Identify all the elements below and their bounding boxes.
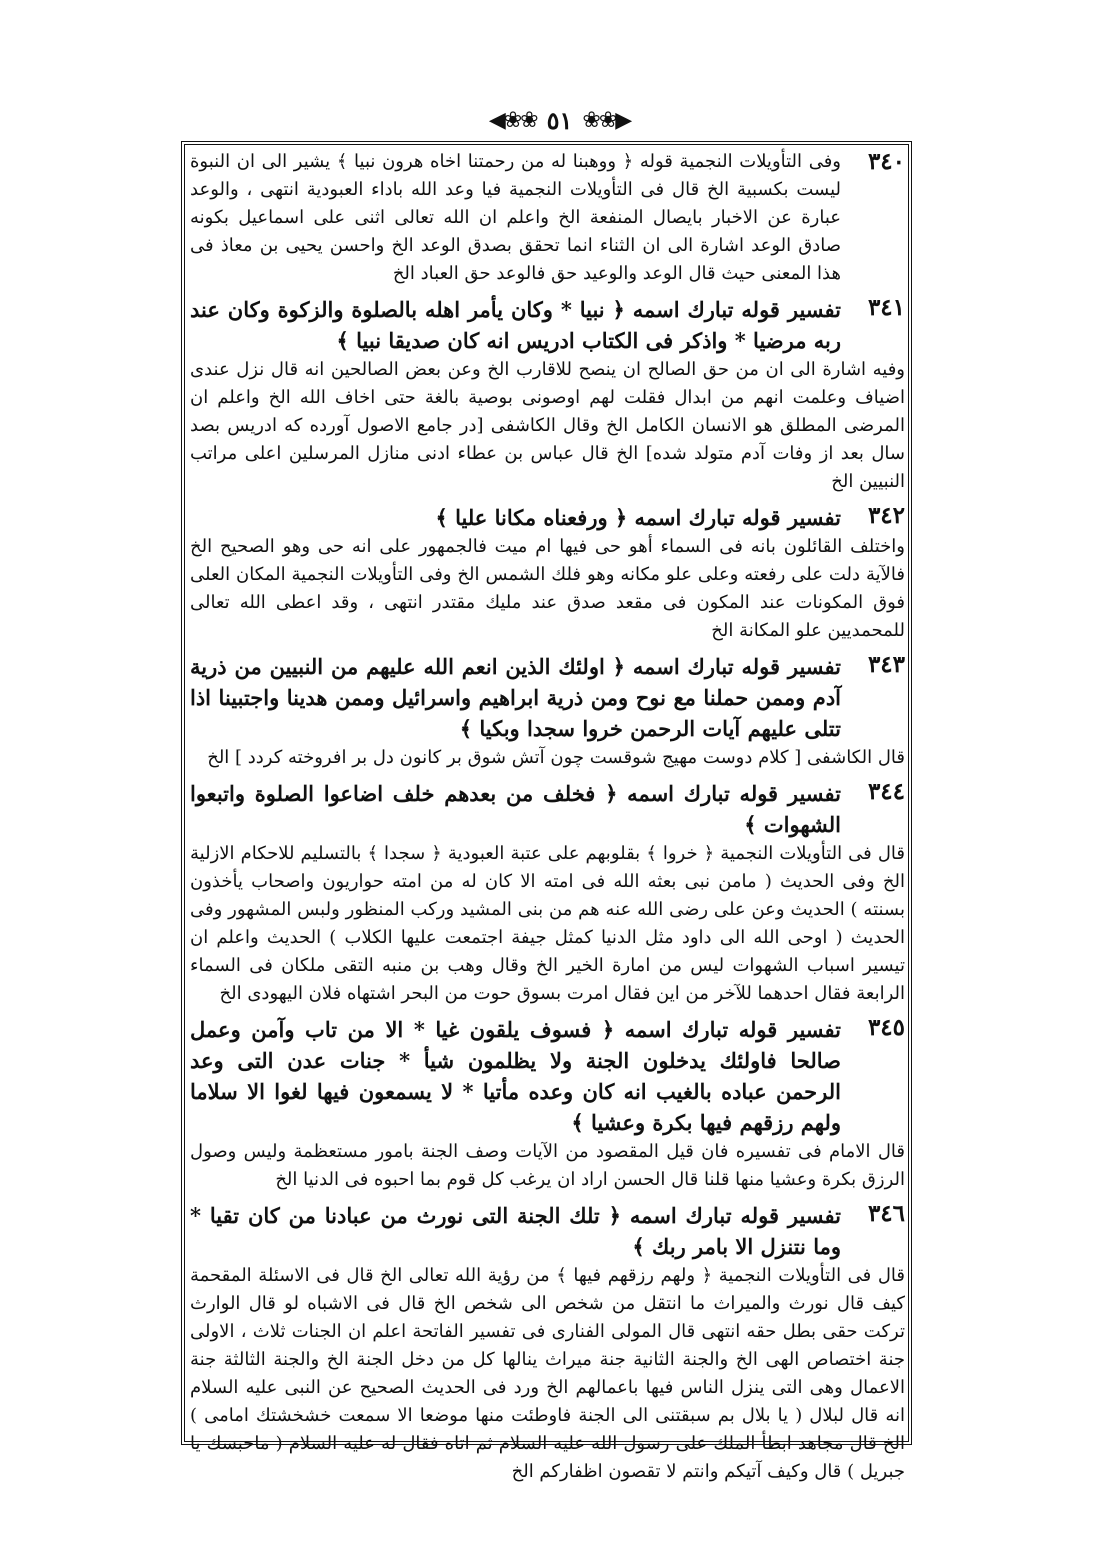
entry-body: واختلف القائلون بانه فی السماء أهو حی فیها ام میت فالجمهور علی انه حی وهو الصحیح الخ فالآیة دلت علی رفعته وعلی علو مکانه وهو فلك الشمس الخ وفی التأویلات النجمیة المکان العلی فوق المکونات عند المکون فی مقعد صدق عند ملیك مقتدر انتهی ، وقد اعطی الله تعالی للمحمدیین علو المکانة الخ: [190, 536, 905, 641]
ornament-right-icon: ❀❀▶: [582, 107, 631, 133]
entry: [190, 651, 905, 772]
entry-number: ٣٤٤: [867, 778, 905, 805]
entries-list: [190, 148, 905, 1482]
entry-body: وفی التأویلات النجمیة قوله ﴿ ووهبنا له من رحمتنا اخاه هرون نبیا ﴾ یشیر الی ان النبوة لیست بکسبیة الخ قال فی التأویلات النجمیة فیا وعد الله باداء العبودیة انتهی ، والوعد عبارة عن الاخبار بایصال المنفعة الخ واعلم ان الله تعالی اثنی علی اسماعیل بکونه صادق الوعد اشارة الی ان الثناء انما تحقق بصدق الوعد الخ واحسن یحیی بن معاذ فی هذا المعنی حیث قال الوعد والوعید حق فالوعد حق العباد الخ: [190, 151, 841, 284]
entry-body: وفیه اشارة الی ان من حق الصالح ان ینصح للاقارب الخ وعن بعض الصالحین انه قال نزل عندی اضیاف وعلمت انهم من ابدال فقلت لهم اوصونی بوصیة بالغة حتی اخاف الله الخ واعلم ان المرضی المطلق هو الانسان الکامل الخ وقال الکاشفی [در جامع الاصول آورده که ادریس بصد سال بعد از وفات آدم متولد شده] الخ قال عباس بن عطاء ادنی منازل المرسلین اعلی مراتب النبیین الخ: [190, 359, 905, 492]
entry-number: ٣٤٢: [867, 502, 905, 529]
entry-body: قال الامام فی تفسیره فان قیل المقصود من الآیات وصف الجنة بامور مستعظمة ولیس وصول الرزق بکرة وعشیا منها قلنا قال الحسن اراد ان یرغب کل قوم بما احبوه فی الدنیا الخ: [190, 1141, 905, 1190]
entry-heading: تفسیر قوله تبارك اسمه ﴿ فخلف من بعدهم خلف اضاعوا الصلوة واتبعوا الشهوات ﴾: [190, 781, 841, 837]
page-header: [0, 100, 1119, 140]
entry-number: ٣٤٠: [867, 148, 905, 175]
entry-number: ٣٤١: [867, 294, 905, 321]
entry-heading: تفسیر قوله تبارك اسمه ﴿ تلك الجنة التی نورث من عبادنا من کان تقیا * وما نتنزل الا بامر ربك ﴾: [190, 1203, 841, 1259]
ornament-left-icon: ◀❀❀: [488, 107, 537, 133]
entry: [190, 1200, 905, 1486]
entry: [190, 294, 905, 496]
entry-number: ٣٤٣: [867, 651, 905, 678]
entry-body: قال الکاشفی [ کلام دوست مهیج شوقست چون آتش شوق بر کانون دل بر افروخته کردد ] الخ: [207, 747, 905, 768]
page-number: ٥١: [546, 105, 573, 135]
entry: [190, 778, 905, 1008]
entry: [190, 148, 905, 288]
entry-heading: تفسیر قوله تبارك اسمه ﴿ ورفعناه مکانا علیا ﴾: [435, 505, 841, 530]
entry-body: قال فی التأویلات النجمیة ﴿ خروا ﴾ بقلوبهم علی عتبة العبودیة ﴿ سجدا ﴾ بالتسلیم للاحکام الازلیة الخ وفی الحدیث ( مامن نبی بعثه الله فی امته الا کان له من امته حواریون واصحاب یأخذون بسنته ) الحدیث وعن علی رضی الله عنه هم من بنی المشید ورکب المنظور ولبس المشهور وفی الحدیث ( اوحی الله الی داود مثل الدنیا کمثل جیفة اجتمعت علیها الکلاب ) الحدیث واعلم ان تیسیر اسباب الشهوات لیس من امارة الخیر الخ وقال وهب بن منبه التقی ملکان فی السماء الرابعة فقال احدهما للآخر من این فقال امرت بسوق حوت من البحر اشتهاه فلان الیهودی الخ: [190, 843, 905, 1004]
entry-heading: تفسیر قوله تبارك اسمه ﴿ فسوف یلقون غیا * الا من تاب وآمن وعمل صالحا فاولئك یدخلون الجنة ولا یظلمون شیأ * جنات عدن التی وعد الرحمن عباده بالغیب انه کان وعده مأتیا * لا یسمعون فیها لغوا الا سلاما ولهم رزقهم فیها بکرة وعشیا ﴾: [190, 1017, 841, 1135]
entry-body: قال فی التأویلات النجمیة ﴿ ولهم رزقهم فیها ﴾ من رؤیة الله تعالی الخ قال فی الاسئلة المقحمة کیف قال نورث والمیراث ما انتقل من شخص الی شخص الخ قال فی الاشباه لو قال الوارث ترکت حقی بطل حقه انتهی قال المولی الفناری فی تفسیر الفاتحة اعلم ان الجنات ثلاث ، الاولی جنة اختصاص الهی الخ والجنة الثانیة جنة میراث ینالها کل من دخل الجنة الخ والجنة الثالثة جنة الاعمال وهی التی ینزل الناس فیها باعمالهم الخ ورد فی الحدیث الصحیح عن النبی علیه السلام انه قال لبلال ( یا بلال بم سبقتنی الی الجنة فاوطئت منها موضعا الا سمعت خشخشتك امامی ) الخ قال مجاهد ابطأ الملك علی رسول الله علیه السلام ثم اتاه فقال له علیه السلام ( ماحبسك یا جبریل ) قال وکیف آتیکم وانتم لا تقصون اظفارکم الخ: [190, 1265, 905, 1482]
entry-number: ٣٤٦: [867, 1200, 905, 1227]
entry-number: ٣٤٥: [867, 1014, 905, 1041]
entry: [190, 1014, 905, 1194]
entry-heading: تفسیر قوله تبارك اسمه ﴿ اولئك الذین انعم الله علیهم من النبیین من ذریة آدم وممن حملنا مع نوح ومن ذریة ابراهیم واسرائیل وممن هدینا واجتبینا اذا تتلی علیهم آیات الرحمن خروا سجدا وبکیا ﴾: [190, 654, 841, 741]
entry-heading: تفسیر قوله تبارك اسمه ﴿ نبیا * وکان یأمر اهله بالصلوة والزکوة وکان عند ربه مرضیا * واذکر فی الکتاب ادریس انه کان صدیقا نبیا ﴾: [190, 297, 841, 353]
entry: [190, 502, 905, 645]
